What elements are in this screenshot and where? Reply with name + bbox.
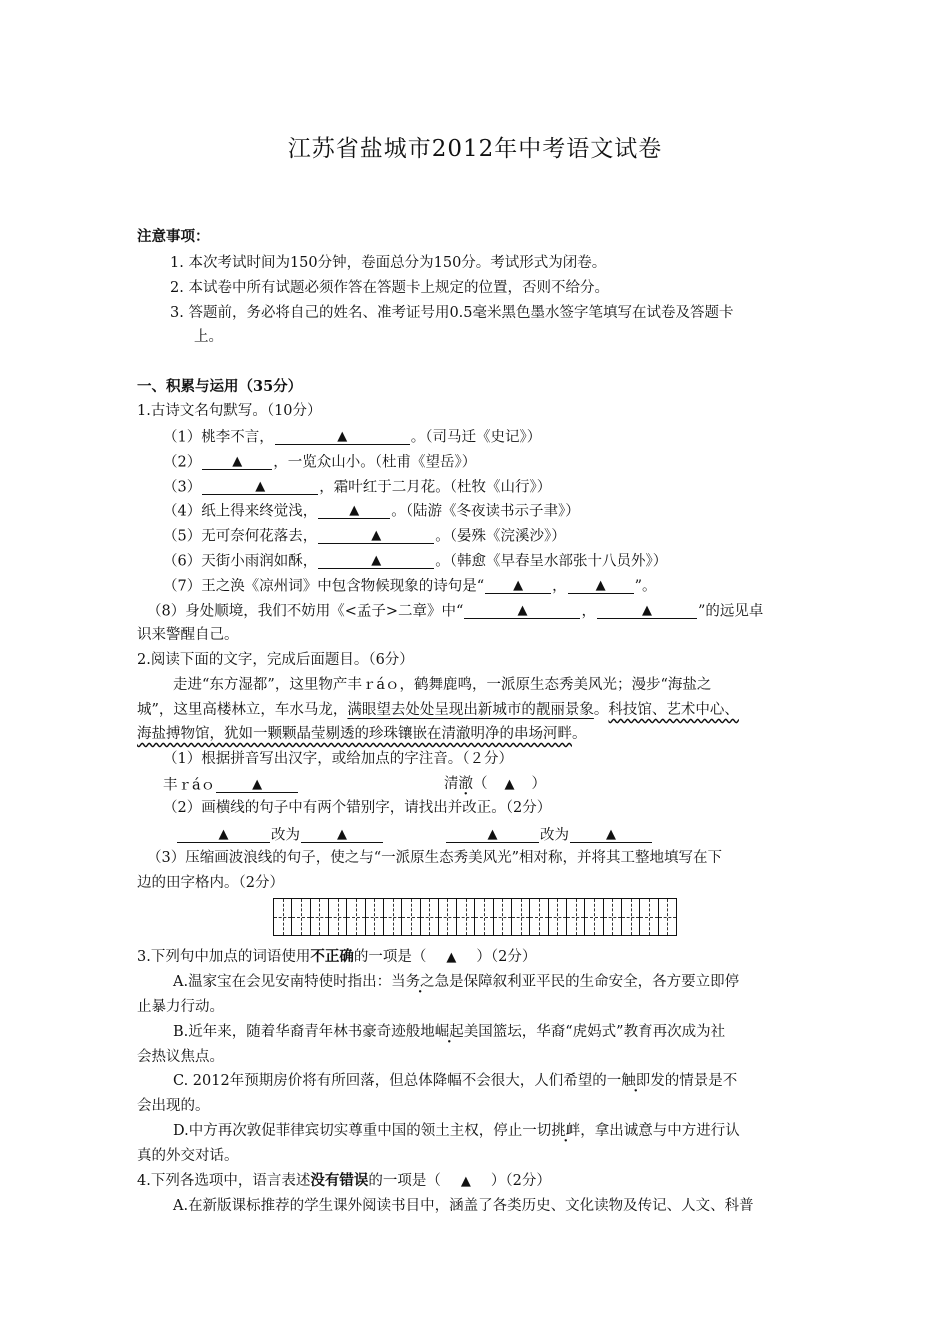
- question-stem: 4.下列各选项中，语言表述没有错误的一项是（ ▲ ）（2分）: [137, 1172, 551, 1189]
- grid-cell[interactable]: [567, 899, 585, 935]
- sub-question: （1）根据拼音写出汉字，或给加点的字注音。（２分）: [163, 751, 513, 767]
- answer-blank[interactable]: ▲: [202, 479, 318, 495]
- answer-blank[interactable]: ▲: [202, 454, 272, 470]
- grid-cell[interactable]: [311, 899, 329, 935]
- option-d: D.中方再次敦促菲律宾切实尊重中国的领土主权，停止一切挑衅，拿出诚意与中方进行认: [173, 1123, 740, 1139]
- grid-cell[interactable]: [659, 899, 676, 935]
- grid-cell[interactable]: [366, 899, 384, 935]
- pinyin-annotation: 清澈（ ▲ ）: [444, 776, 546, 792]
- passage-line: 海盐搏物馆，犹如一颗颗晶莹剔透的珍珠镶嵌在清澈明净的串场河畔。: [137, 726, 587, 742]
- option-b: B.近年来，随着华裔青年林书豪奇迹般地崛起美国篮坛，华裔“虎妈式”教育再次成为社: [173, 1024, 726, 1040]
- grid-cell[interactable]: [604, 899, 622, 935]
- q1-line-8: （8）身处顺境，我们不妨用《<孟子>二章》中“ ▲ ， ▲ ”的远见卓: [147, 603, 764, 620]
- option-a: A.温家宝在会见安南特使时指出：当务之急是保障叙利亚平民的生命安全，各方要立即停: [173, 974, 740, 990]
- answer-blank[interactable]: ▲: [570, 827, 652, 843]
- sub-question: （2）画横线的句子中有两个错别字，请找出并改正。（2分）: [163, 800, 552, 816]
- grid-cell[interactable]: [475, 899, 493, 935]
- grid-cell[interactable]: [549, 899, 567, 935]
- grid-cell[interactable]: [622, 899, 640, 935]
- sub-question-cont: 边的田字格内。（2分）: [137, 875, 284, 891]
- passage-line: 城”，这里高楼林立，车水马龙，满眼望去处处呈现出新城市的靓丽景象。科技馆、艺术中心、: [137, 702, 739, 718]
- notice-item: 3. 答题前，务必将自己的姓名、准考证号用0.5毫米黑色墨水签字笔填写在试卷及答题卡: [170, 305, 734, 321]
- answer-blank[interactable]: ▲: [177, 827, 270, 843]
- option-b-cont: 会热议焦点。: [137, 1049, 224, 1065]
- pinyin-answer: 丰ｒáｏ ▲: [163, 777, 299, 793]
- sub-question: （3）压缩画波浪线的句子，使之与“一派原生态秀美风光”相对称，并将其工整地填写在下: [147, 850, 723, 866]
- answer-blank[interactable]: ▲: [597, 603, 697, 619]
- answer-blank[interactable]: ▲: [485, 578, 551, 594]
- grid-cell[interactable]: [402, 899, 420, 935]
- answer-blank[interactable]: ▲: [301, 827, 383, 843]
- grid-cell[interactable]: [457, 899, 475, 935]
- q1-line-3: （3） ▲ ，霜叶红于二月花。（杜牧《山行》）: [163, 479, 552, 496]
- option-c: C. 2012年预期房价将有所回落，但总体降幅不会很大，人们希望的一触即发的情景是不: [173, 1073, 738, 1089]
- grid-cell[interactable]: [585, 899, 603, 935]
- grid-cell[interactable]: [329, 899, 347, 935]
- grid-cell[interactable]: [421, 899, 439, 935]
- answer-blank[interactable]: ▲: [318, 528, 434, 544]
- question-stem: 1.古诗文名句默写。（10分）: [137, 403, 322, 419]
- option-a-cont: 止暴力行动。: [137, 999, 224, 1015]
- grid-cell[interactable]: [640, 899, 658, 935]
- option-c-cont: 会出现的。: [137, 1098, 210, 1114]
- q1-line-4: （4）纸上得来终觉浅， ▲ 。（陆游《冬夜读书示子聿》）: [163, 503, 580, 520]
- page-title: 江苏省盐城市2012年中考语文试卷: [287, 136, 663, 162]
- option-a: A.在新版课标推荐的学生课外阅读书目中，涵盖了各类历史、文化读物及传记、人文、科普: [173, 1198, 754, 1214]
- q1-line-5: （5）无可奈何花落去， ▲ 。（晏殊《浣溪沙》）: [163, 528, 566, 545]
- writing-grid[interactable]: [273, 898, 677, 936]
- q1-line-2: （2） ▲ ，一览众山小。（杜甫《望岳》）: [163, 454, 477, 471]
- notice-item: 2. 本试卷中所有试题必须作答在答题卡上规定的位置，否则不给分。: [170, 280, 609, 296]
- correction-2: ▲ 改为 ▲: [445, 827, 653, 843]
- q1-line-7: （7）王之涣《凉州词》中包含物候现象的诗句是“ ▲ ， ▲ ”。: [163, 578, 657, 595]
- answer-blank[interactable]: ▲: [318, 503, 390, 519]
- answer-blank[interactable]: ▲: [318, 553, 434, 569]
- grid-cell[interactable]: [292, 899, 310, 935]
- grid-cell[interactable]: [439, 899, 457, 935]
- question-stem: 2.阅读下面的文字，完成后面题目。（6分）: [137, 652, 414, 668]
- answer-blank[interactable]: ▲: [446, 827, 539, 843]
- q1-line-6: （6）天街小雨润如酥， ▲ 。（韩愈《早春呈水部张十八员外》）: [163, 553, 668, 570]
- grid-cell[interactable]: [512, 899, 530, 935]
- question-stem: 3.下列句中加点的词语使用不正确的一项是（ ▲ ）（2分）: [137, 948, 537, 965]
- grid-cell[interactable]: [347, 899, 365, 935]
- notice-item: 上。: [194, 329, 223, 345]
- answer-blank[interactable]: ▲: [460, 1174, 471, 1189]
- notice-item: 1. 本次考试时间为150分钟，卷面总分为150分。考试形式为闭卷。: [170, 255, 607, 271]
- grid-cell[interactable]: [530, 899, 548, 935]
- answer-blank[interactable]: ▲: [275, 429, 410, 445]
- answer-blank[interactable]: ▲: [568, 578, 634, 594]
- answer-blank[interactable]: ▲: [446, 950, 457, 965]
- answer-blank[interactable]: ▲: [216, 777, 298, 793]
- correction-1: ▲ 改为 ▲: [176, 827, 384, 843]
- grid-cell[interactable]: [494, 899, 512, 935]
- answer-blank[interactable]: ▲: [464, 603, 580, 619]
- grid-cell[interactable]: [274, 899, 292, 935]
- section-heading: 一、积累与运用（35分）: [137, 378, 303, 395]
- grid-cell[interactable]: [384, 899, 402, 935]
- q1-line-1: （1）桃李不言， ▲ 。（司马迁《史记》）: [163, 429, 542, 446]
- passage-line: 走进“东方湿都”，这里物产丰ｒáｏ，鹤舞鹿鸣，一派原生态秀美风光；漫步“海盐之: [173, 677, 712, 693]
- q1-line-8-cont: 识来警醒自己。: [137, 627, 239, 643]
- notice-heading: 注意事项：: [137, 228, 210, 245]
- option-d-cont: 真的外交对话。: [137, 1148, 239, 1164]
- answer-blank[interactable]: ▲: [504, 777, 515, 792]
